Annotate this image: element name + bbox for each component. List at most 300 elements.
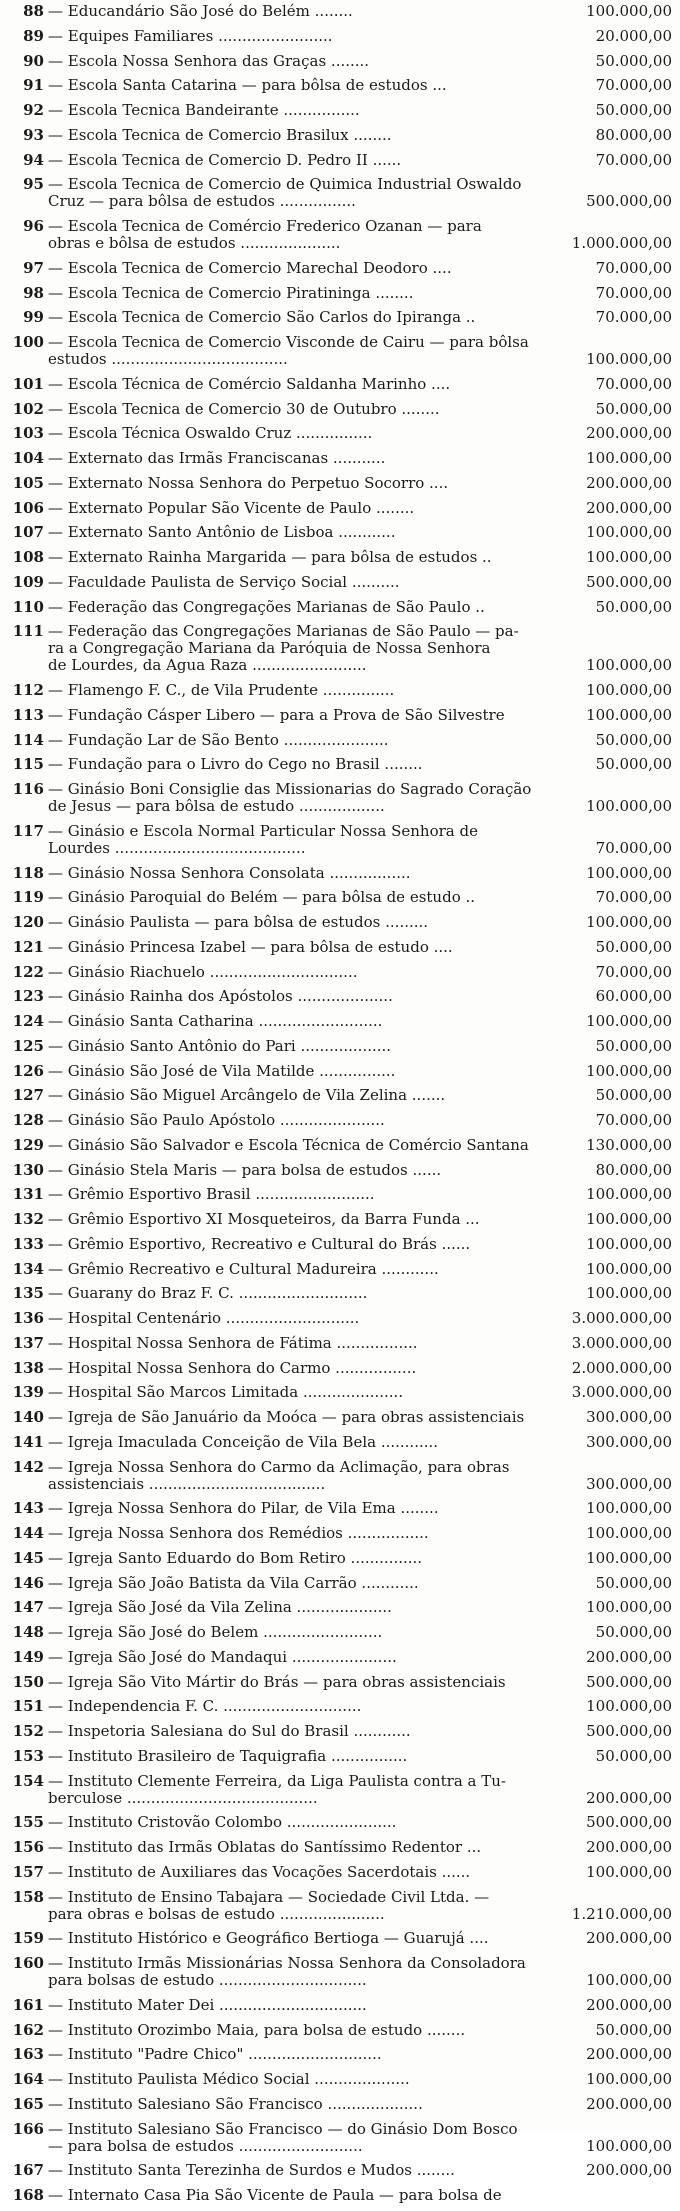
list-item xyxy=(0,400,680,425)
entry-description: — Guarany do Braz F. C. ........................... xyxy=(48,1284,368,1303)
entry-amount: 80.000,00 xyxy=(595,125,672,144)
list-item xyxy=(0,1284,680,1309)
entry-amount: 100.000,00 xyxy=(586,523,672,542)
entry-number: 137 xyxy=(12,1333,44,1352)
entry-description: — Escola Tecnica de Comercio D. Pedro II ...... xyxy=(48,150,402,169)
entry-number: 155 xyxy=(12,1813,44,1832)
entry-amount: 3.000.000,00 xyxy=(571,1309,672,1327)
entry-amount: 70.000,00 xyxy=(595,374,672,393)
entry-number: 144 xyxy=(12,1524,44,1542)
entry-description: — Internato Casa Pia São Vicente de Paula — para bolsa de xyxy=(48,2186,502,2204)
entry-description: para obras e bolsas de estudo ...................... xyxy=(48,1904,385,1923)
list-item xyxy=(0,2095,680,2120)
entry-number: 96 xyxy=(23,217,44,235)
entry-amount: 50.000,00 xyxy=(595,399,672,418)
entry-number: 149 xyxy=(12,1647,44,1666)
entry-number: 157 xyxy=(12,1862,44,1881)
entry-description: — Ginásio Boni Consiglie das Missionarias do Sagrado Coração xyxy=(48,780,532,798)
list-item xyxy=(0,1408,680,1433)
entry-amount: 50.000,00 xyxy=(595,937,672,956)
entry-number: 158 xyxy=(12,1887,44,1906)
entry-description: — Escola Tecnica Bandeirante ................ xyxy=(48,101,360,119)
list-item xyxy=(0,963,680,988)
entry-number: 138 xyxy=(12,1358,44,1377)
entry-amount: 100.000,00 xyxy=(586,705,672,724)
entry-number: 110 xyxy=(12,597,44,616)
entry-description: — Inspetoria Salesiana do Sul do Brasil ............ xyxy=(48,1722,411,1740)
entry-number: 112 xyxy=(12,681,44,699)
entry-amount: 500.000,00 xyxy=(586,192,672,211)
entry-amount: 100.000,00 xyxy=(586,1012,672,1030)
entry-amount: 100.000,00 xyxy=(586,1259,672,1278)
entry-number: 118 xyxy=(12,863,44,882)
entry-number: 123 xyxy=(12,987,44,1006)
entry-description: — Ginásio Nossa Senhora Consolata ................. xyxy=(48,863,411,882)
entry-number: 92 xyxy=(23,101,44,119)
entry-number: 90 xyxy=(23,51,44,70)
entry-amount: 500.000,00 xyxy=(586,1672,672,1691)
entry-description: — Igreja São José do Belem ......................... xyxy=(48,1623,383,1641)
entry-amount: 1.210.000,00 xyxy=(571,1904,672,1923)
entry-amount: 100.000,00 xyxy=(586,1971,672,1989)
entry-description: — Ginásio Rainha dos Apóstolos .................... xyxy=(48,987,393,1006)
entry-description: — Grêmio Esportivo, Recreativo e Cultural do Brás ...... xyxy=(48,1234,471,1253)
entry-description: — Ginásio e Escola Normal Particular Nossa Senhora de xyxy=(48,821,478,840)
list-item xyxy=(0,780,680,822)
entry-amount: 500.000,00 xyxy=(586,572,672,591)
list-item xyxy=(0,1334,680,1359)
entry-number: 165 xyxy=(12,2094,44,2113)
entry-description: — Igreja de São Januário da Moóca — para obras assistenciais xyxy=(48,1408,525,1426)
entry-number: 114 xyxy=(12,730,44,749)
entry-description: estudos ..................................... xyxy=(48,350,288,368)
entry-amount: 300.000,00 xyxy=(586,1408,672,1426)
entry-description: — Ginásio Paroquial do Belém — para bôlsa de estudo .. xyxy=(48,888,476,907)
list-item xyxy=(0,1359,680,1384)
entry-amount: 200.000,00 xyxy=(586,1788,672,1807)
entry-description: — Escola Tecnica de Comercio de Quimica Industrial Oswaldo xyxy=(48,175,522,194)
entry-amount: 130.000,00 xyxy=(586,1135,672,1154)
entry-description: — Ginásio São Salvador e Escola Técnica de Comércio Santana xyxy=(48,1135,529,1154)
list-item xyxy=(0,1813,680,1838)
list-item xyxy=(0,284,680,309)
entry-description: — para bolsa de estudos .......................... xyxy=(48,2136,363,2155)
list-item xyxy=(0,2,680,27)
entry-description: — Flamengo F. C., de Vila Prudente ............... xyxy=(48,681,395,699)
entry-description: — Escola Santa Catarina — para bôlsa de estudos ... xyxy=(48,76,447,95)
entry-amount: 70.000,00 xyxy=(595,150,672,169)
entry-number: 127 xyxy=(12,1086,44,1105)
entry-amount: 200.000,00 xyxy=(586,424,672,443)
entry-description: — Grêmio Esportivo Brasil ......................... xyxy=(48,1185,375,1204)
entry-number: 163 xyxy=(12,2045,44,2064)
entry-number: 131 xyxy=(12,1185,44,1204)
list-item xyxy=(0,1524,680,1549)
entry-description: — Instituto Histórico e Geográfico Bertioga — Guarujá .... xyxy=(48,1929,489,1948)
entry-amount: 50.000,00 xyxy=(595,597,672,616)
list-item xyxy=(0,573,680,598)
entry-number: 154 xyxy=(12,1771,44,1790)
entry-amount: 70.000,00 xyxy=(595,962,672,981)
entry-amount: 100.000,00 xyxy=(586,350,672,368)
entry-amount: 50.000,00 xyxy=(595,1746,672,1765)
list-item xyxy=(0,76,680,101)
entry-description: — Instituto de Auxiliares das Vocações Sacerdotais ...... xyxy=(48,1862,471,1881)
list-item xyxy=(0,1954,680,1996)
entry-amount: 70.000,00 xyxy=(595,283,672,302)
entry-description: — Externato das Irmãs Franciscanas ........... xyxy=(48,449,386,467)
entry-description: — Escola Técnica Oswaldo Cruz ................ xyxy=(48,424,373,443)
entry-description: — Faculdade Paulista de Serviço Social .......... xyxy=(48,572,400,591)
list-item xyxy=(0,706,680,731)
list-item xyxy=(0,1086,680,1111)
entry-number: 160 xyxy=(12,1954,44,1972)
entry-description: — Escola Técnica de Comércio Saldanha Marinho .... xyxy=(48,374,451,393)
entry-amount: 50.000,00 xyxy=(595,51,672,70)
entry-description: — Educandário São José do Belém ........ xyxy=(48,2,353,20)
list-item xyxy=(0,1838,680,1863)
list-item xyxy=(0,1747,680,1772)
list-item xyxy=(0,1062,680,1087)
list-item xyxy=(0,822,680,864)
list-item xyxy=(0,1673,680,1698)
entry-description: — Equipes Familiares ........................ xyxy=(48,26,333,45)
entry-description: — Escola Tecnica de Comercio 30 de Outubro ........ xyxy=(48,399,440,418)
entry-description: — Igreja Santo Eduardo do Bom Retiro ............... xyxy=(48,1548,423,1567)
entry-number: 168 xyxy=(12,2186,44,2204)
entry-number: 135 xyxy=(12,1284,44,1303)
entry-description: — Escola Tecnica de Comercio São Carlos do Ipiranga .. xyxy=(48,308,476,327)
list-item xyxy=(0,1697,680,1722)
list-item xyxy=(0,1574,680,1599)
entry-description: — Externato Rainha Margarida — para bôlsa de estudos .. xyxy=(48,548,492,566)
entry-description: berculose ........................................ xyxy=(48,1788,318,1807)
entry-amount: 300.000,00 xyxy=(586,1432,672,1451)
list-item xyxy=(0,1648,680,1673)
entry-amount: 200.000,00 xyxy=(586,498,672,517)
entry-number: 162 xyxy=(12,2020,44,2039)
entry-number: 121 xyxy=(12,937,44,956)
list-item xyxy=(0,1458,680,1500)
entry-description: — Escola Tecnica de Comercio Visconde de Cairu — para bôlsa xyxy=(48,333,529,351)
list-item xyxy=(0,1623,680,1648)
list-item xyxy=(0,2186,680,2211)
entry-number: 139 xyxy=(12,1383,44,1402)
list-item xyxy=(0,1772,680,1814)
list-item xyxy=(0,308,680,333)
entry-description: de Jesus — para bôlsa de estudo .................. xyxy=(48,797,385,815)
entry-description: — Igreja Imaculada Conceição de Vila Bela ............ xyxy=(48,1432,439,1451)
entry-number: 148 xyxy=(12,1623,44,1641)
entry-amount: 70.000,00 xyxy=(595,888,672,907)
list-item xyxy=(0,987,680,1012)
list-item xyxy=(0,731,680,756)
entry-description: — Fundação para o Livro do Cego no Brasil ........ xyxy=(48,755,423,774)
entry-number: 120 xyxy=(12,913,44,931)
list-item xyxy=(0,52,680,77)
entry-number: 129 xyxy=(12,1135,44,1154)
entry-amount: 100.000,00 xyxy=(586,548,672,566)
list-item xyxy=(0,1309,680,1334)
list-item xyxy=(0,681,680,706)
entry-number: 100 xyxy=(12,333,44,351)
entry-description: — Grêmio Recreativo e Cultural Madureira ............ xyxy=(48,1259,439,1278)
entry-description: — Igreja Nossa Senhora dos Remédios ................. xyxy=(48,1524,429,1542)
entry-amount: 200.000,00 xyxy=(586,1929,672,1948)
entry-amount: 100.000,00 xyxy=(586,1598,672,1617)
entry-description: — Escola Tecnica de Comercio Brasilux ........ xyxy=(48,125,392,144)
entry-description: — Fundação Cásper Libero — para a Prova de São Silvestre xyxy=(48,705,505,724)
list-item xyxy=(0,1235,680,1260)
entry-number: 159 xyxy=(12,1929,44,1948)
entry-description: — Independencia F. C. ............................. xyxy=(48,1697,362,1716)
entry-number: 88 xyxy=(23,2,44,20)
list-item xyxy=(0,1929,680,1954)
entry-description: ra a Congregação Mariana da Paróquia de Nossa Senhora xyxy=(48,639,491,658)
entry-description: Cruz — para bôlsa de estudos ................ xyxy=(48,192,356,211)
list-item xyxy=(0,2120,680,2162)
entry-number: 128 xyxy=(12,1111,44,1129)
entry-amount: 50.000,00 xyxy=(595,1036,672,1055)
entry-number: 126 xyxy=(12,1061,44,1080)
entry-number: 98 xyxy=(23,283,44,302)
list-item xyxy=(0,548,680,573)
entry-description: — Instituto Clemente Ferreira, da Liga Paulista contra a Tu- xyxy=(48,1771,506,1790)
entry-amount: 200.000,00 xyxy=(586,2045,672,2064)
entry-number: 150 xyxy=(12,1672,44,1691)
entry-amount: 50.000,00 xyxy=(595,1573,672,1592)
entry-number: 108 xyxy=(12,548,44,566)
entry-description: de Lourdes, da Agua Raza ........................ xyxy=(48,656,367,675)
entry-description: — Instituto Orozimbo Maia, para bolsa de estudo ........ xyxy=(48,2020,466,2039)
list-item xyxy=(0,2161,680,2186)
entry-number: 156 xyxy=(12,1838,44,1856)
list-item xyxy=(0,101,680,126)
entry-number: 91 xyxy=(23,76,44,95)
list-item xyxy=(0,598,680,623)
entry-number: 102 xyxy=(12,399,44,418)
entry-amount: 20.000,00 xyxy=(595,26,672,45)
entry-description: — Instituto Cristovão Colombo ....................... xyxy=(48,1813,397,1832)
entry-number: 161 xyxy=(12,1995,44,2014)
entry-number: 104 xyxy=(12,449,44,467)
entry-number: 105 xyxy=(12,473,44,492)
entry-description: — Externato Popular São Vicente de Paulo ........ xyxy=(48,498,415,517)
list-item xyxy=(0,755,680,780)
entry-description: — Escola Tecnica de Comércio Frederico Ozanan — para xyxy=(48,217,482,235)
entry-number: 113 xyxy=(12,705,44,724)
entry-amount: 200.000,00 xyxy=(586,2161,672,2180)
entry-description: — Instituto de Ensino Tabajara — Sociedade Civil Ltda. — xyxy=(48,1887,490,1906)
entry-amount: 100.000,00 xyxy=(586,1284,672,1303)
entry-amount: 100.000,00 xyxy=(586,2136,672,2155)
entry-number: 142 xyxy=(12,1457,44,1476)
list-item xyxy=(0,424,680,449)
entry-number: 106 xyxy=(12,498,44,517)
entry-number: 146 xyxy=(12,1573,44,1592)
entry-amount: 100.000,00 xyxy=(586,1548,672,1567)
entry-description: — Hospital Nossa Senhora do Carmo ................. xyxy=(48,1358,417,1377)
entry-amount: 100.000,00 xyxy=(586,913,672,931)
entry-amount: 500.000,00 xyxy=(586,1813,672,1832)
entry-amount: 50.000,00 xyxy=(595,755,672,774)
entry-amount: 50.000,00 xyxy=(595,1086,672,1105)
entry-amount: 2.000.000,00 xyxy=(571,1358,672,1377)
entry-description: — Externato Nossa Senhora do Perpetuo Socorro .... xyxy=(48,473,449,492)
list-item xyxy=(0,1383,680,1408)
entry-description: — Hospital Nossa Senhora de Fátima ................. xyxy=(48,1333,418,1352)
entry-description: — Ginásio Santo Antônio do Pari ................... xyxy=(48,1036,392,1055)
list-item xyxy=(0,1161,680,1186)
list-item xyxy=(0,523,680,548)
entry-description: — Instituto Brasileiro de Taquigrafia ................ xyxy=(48,1746,408,1765)
entry-description: — Igreja São Vito Mártir do Brás — para obras assistenciais xyxy=(48,1672,506,1691)
list-item xyxy=(0,1722,680,1747)
entry-description: — Instituto das Irmãs Oblatas do Santíssimo Redentor ... xyxy=(48,1838,482,1856)
entry-amount: 100.000,00 xyxy=(586,449,672,467)
entry-amount: 100.000,00 xyxy=(586,1499,672,1518)
entry-number: 141 xyxy=(12,1432,44,1451)
entry-description: — Externato Santo Antônio de Lisboa ............ xyxy=(48,523,396,542)
entry-number: 115 xyxy=(12,755,44,774)
entry-number: 153 xyxy=(12,1746,44,1765)
entry-description: — Federação das Congregações Marianas de São Paulo — pa- xyxy=(48,622,519,641)
entry-number: 95 xyxy=(23,175,44,194)
entry-amount: 100.000,00 xyxy=(586,1862,672,1881)
list-item xyxy=(0,499,680,524)
entry-number: 97 xyxy=(23,258,44,277)
entry-number: 124 xyxy=(12,1012,44,1030)
list-item xyxy=(0,1996,680,2021)
entry-number: 119 xyxy=(12,888,44,907)
entry-description: — Escola Nossa Senhora das Graças ........ xyxy=(48,51,370,70)
entry-description: — Ginásio Riachuelo ............................... xyxy=(48,962,358,981)
entry-description: — Ginásio Santa Catharina .......................... xyxy=(48,1012,383,1030)
entry-number: 111 xyxy=(12,622,44,641)
entry-number: 166 xyxy=(12,2119,44,2138)
entry-description: — Ginásio Paulista — para bôlsa de estudos ......... xyxy=(48,913,429,931)
entry-number: 167 xyxy=(12,2161,44,2180)
entry-number: 130 xyxy=(12,1160,44,1179)
entry-number: 132 xyxy=(12,1210,44,1228)
entry-amount: 70.000,00 xyxy=(595,308,672,327)
entry-amount: 50.000,00 xyxy=(595,101,672,119)
entry-description: — Igreja São José da Vila Zelina .................... xyxy=(48,1598,392,1617)
list-item xyxy=(0,175,680,217)
entry-description: — Escola Tecnica de Comercio Piratininga ........ xyxy=(48,283,414,302)
entry-number: 107 xyxy=(12,523,44,542)
entry-amount: 50.000,00 xyxy=(595,2020,672,2039)
list-item xyxy=(0,1111,680,1136)
list-item xyxy=(0,27,680,52)
entry-number: 151 xyxy=(12,1697,44,1716)
entry-amount: 100.000,00 xyxy=(586,863,672,882)
list-item xyxy=(0,1598,680,1623)
entry-amount: 100.000,00 xyxy=(586,1185,672,1204)
list-item xyxy=(0,622,680,681)
entry-number: 103 xyxy=(12,424,44,443)
entry-number: 101 xyxy=(12,374,44,393)
list-item xyxy=(0,474,680,499)
entry-number: 93 xyxy=(23,125,44,144)
list-item xyxy=(0,2070,680,2095)
list-item xyxy=(0,449,680,474)
entry-number: 109 xyxy=(12,572,44,591)
entry-number: 147 xyxy=(12,1598,44,1617)
entry-description: — Ginásio Princesa Izabel — para bôlsa de estudo .... xyxy=(48,937,453,956)
list-item xyxy=(0,151,680,176)
entry-amount: 1.000.000,00 xyxy=(571,234,672,252)
entry-amount: 100.000,00 xyxy=(586,681,672,699)
entry-description: — Ginásio São José de Vila Matilde ................ xyxy=(48,1061,396,1080)
entry-amount: 50.000,00 xyxy=(595,1623,672,1641)
entry-description: obras e bôlsa de estudos ..................... xyxy=(48,234,341,252)
entry-amount: 60.000,00 xyxy=(595,987,672,1006)
list-item xyxy=(0,1012,680,1037)
entry-number: 140 xyxy=(12,1408,44,1426)
entry-number: 94 xyxy=(23,150,44,169)
entry-number: 89 xyxy=(23,26,44,45)
list-item xyxy=(0,1888,680,1930)
entry-amount: 50.000,00 xyxy=(595,730,672,749)
entry-description: — Ginásio Stela Maris — para bolsa de estudos ...... xyxy=(48,1160,442,1179)
entry-amount: 70.000,00 xyxy=(595,76,672,95)
list-item xyxy=(0,1549,680,1574)
entry-description: — Instituto Irmãs Missionárias Nossa Senhora da Consoladora xyxy=(48,1954,526,1972)
list-item xyxy=(0,888,680,913)
entry-amount: 300.000,00 xyxy=(586,1474,672,1493)
entry-amount: 200.000,00 xyxy=(586,1838,672,1856)
entry-amount: 500.000,00 xyxy=(586,1722,672,1740)
list-item xyxy=(0,1136,680,1161)
list-item xyxy=(0,1185,680,1210)
entry-amount: 100.000,00 xyxy=(586,1061,672,1080)
entry-description: — Federação das Congregações Marianas de São Paulo .. xyxy=(48,597,485,616)
entry-amount: 70.000,00 xyxy=(595,838,672,857)
entry-description: — Igreja Nossa Senhora do Carmo da Aclimação, para obras xyxy=(48,1457,510,1476)
list-item xyxy=(0,1433,680,1458)
list-item xyxy=(0,1210,680,1235)
entry-number: 117 xyxy=(12,821,44,840)
list-item xyxy=(0,864,680,889)
entry-amount: 70.000,00 xyxy=(595,258,672,277)
entry-amount: 100.000,00 xyxy=(586,2070,672,2088)
list-item xyxy=(0,913,680,938)
entry-description: — Grêmio Esportivo XI Mosqueteiros, da Barra Funda ... xyxy=(48,1210,480,1228)
entry-amount: 100.000,00 xyxy=(586,1697,672,1716)
entry-amount: 200.000,00 xyxy=(586,1647,672,1666)
entry-amount: 200.000,00 xyxy=(586,2094,672,2113)
entry-number: 99 xyxy=(23,308,44,327)
entry-description: — Instituto Paulista Médico Social .................... xyxy=(48,2070,410,2088)
entry-description: — Instituto Salesiano São Francisco .................... xyxy=(48,2094,423,2113)
entry-description: — Instituto Santa Terezinha de Surdos e Mudos ........ xyxy=(48,2161,455,2180)
entry-number: 116 xyxy=(12,780,44,798)
entry-number: 122 xyxy=(12,962,44,981)
entry-description: — Ginásio São Miguel Arcângelo de Vila Zelina ....... xyxy=(48,1086,446,1105)
entry-amount: 70.000,00 xyxy=(595,1111,672,1129)
entry-amount: 200.000,00 xyxy=(586,1995,672,2014)
entry-description: — Instituto Mater Dei ............................... xyxy=(48,1995,367,2014)
list-item xyxy=(0,259,680,284)
entry-number: 164 xyxy=(12,2070,44,2088)
list-item xyxy=(0,1037,680,1062)
entry-description: — Instituto "Padre Chico" ............................ xyxy=(48,2045,382,2064)
entry-amount: 200.000,00 xyxy=(586,473,672,492)
list-item xyxy=(0,1260,680,1285)
entry-amount: 100.000,00 xyxy=(586,1524,672,1542)
entry-description: — Igreja São José do Mandaqui ...................... xyxy=(48,1647,397,1666)
